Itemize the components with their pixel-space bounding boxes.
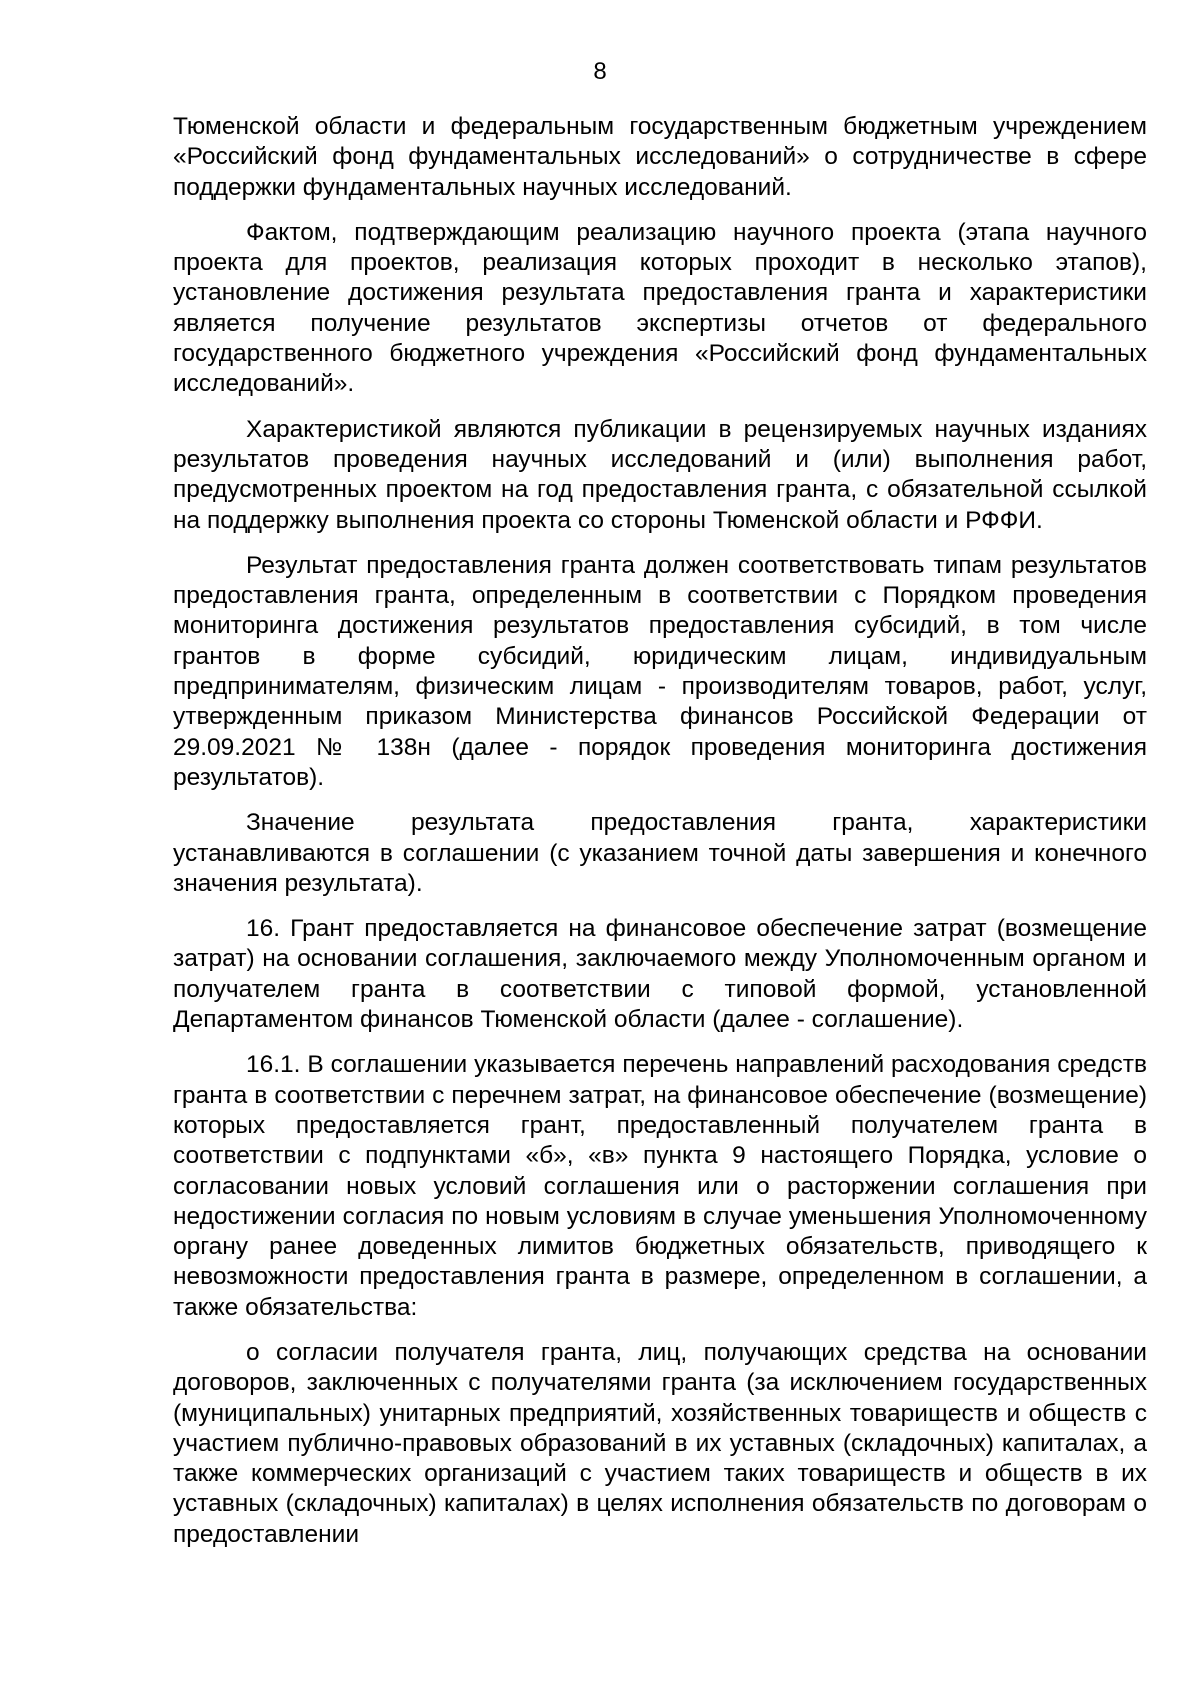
paragraph-continuation: Тюменской области и федеральным государственным бюджетным учреждением «Российский фонд фундаментальных исследований» о сотрудничестве в сфере поддержки фундаментальных научных исследований.: [173, 113, 1147, 201]
paragraph-result: Результат предоставления гранта должен соответствовать типам результатов предоставления гранта, определенным в соответствии с Порядком проведения мониторинга достижения результатов предоставления субсидий, в том числе грантов в форме субсидий, юридическим лицам, индивидуальным предпринимателям, физическим лицам - производителям товаров, работ, услуг, утвержденным приказом Министерства финансов Российской Федерации от 29.09.2021 № 138н (далее - порядок проведения мониторинга достижения результатов).: [173, 551, 1147, 791]
paragraph-characteristic: Характеристикой являются публикации в рецензируемых научных изданиях результатов проведения научных исследований и (или) выполнения работ, предусмотренных проектом на год предоставления гранта, с обязательной ссылкой на поддержку выполнения проекта со стороны Тюменской области и РФФИ.: [173, 415, 1147, 534]
paragraph-consent: о согласии получателя гранта, лиц, получающих средства на основании договоров, заключенных с получателями гранта (за исключением государственных (муниципальных) унитарных предприятий, хозяйственных товариществ и обществ с участием публично-правовых образований в их уставных (складочных) капиталах, а также коммерческих организаций с участием таких товариществ и обществ в их уставных (складочных) капиталах) в целях исполнения обязательств по договорам о предоставлении: [173, 1338, 1147, 1548]
document-body: [173, 112, 1147, 1565]
paragraph-clause-16: 16. Грант предоставляется на финансовое обеспечение затрат (возмещение затрат) на основании соглашения, заключаемого между Уполномоченным органом и получателем гранта в соответствии с типовой формой, установленной Департаментом финансов Тюменской области (далее - соглашение).: [173, 915, 1147, 1034]
paragraph-value: Значение результата предоставления гранта, характеристики устанавливаются в соглашении (с указанием точной даты завершения и конечного значения результата).: [173, 809, 1147, 897]
paragraph-fact: Фактом, подтверждающим реализацию научного проекта (этапа научного проекта для проектов, реализация которых проходит в несколько этапов), установление достижения результата предоставления гранта и характеристики является получение результатов экспертизы отчетов от федерального государственного бюджетного учреждения «Российский фонд фундаментальных исследований».: [173, 218, 1147, 398]
page-number: 8: [593, 58, 607, 85]
paragraph-clause-16-1: 16.1. В соглашении указывается перечень направлений расходования средств гранта в соответствии с перечнем затрат, на финансовое обеспечение (возмещение) которых предоставляется грант, предоставленный получателем гранта в соответствии с подпунктами «б», «в» пункта 9 настоящего Порядка, условие о согласовании новых условий соглашения или о расторжении соглашения при недостижении согласия по новым условиям в случае уменьшения Уполномоченному органу ранее доведенных лимитов бюджетных обязательств, приводящего к невозможности предоставления гранта в размере, определенном в соглашении, а также обязательства:: [173, 1051, 1147, 1321]
